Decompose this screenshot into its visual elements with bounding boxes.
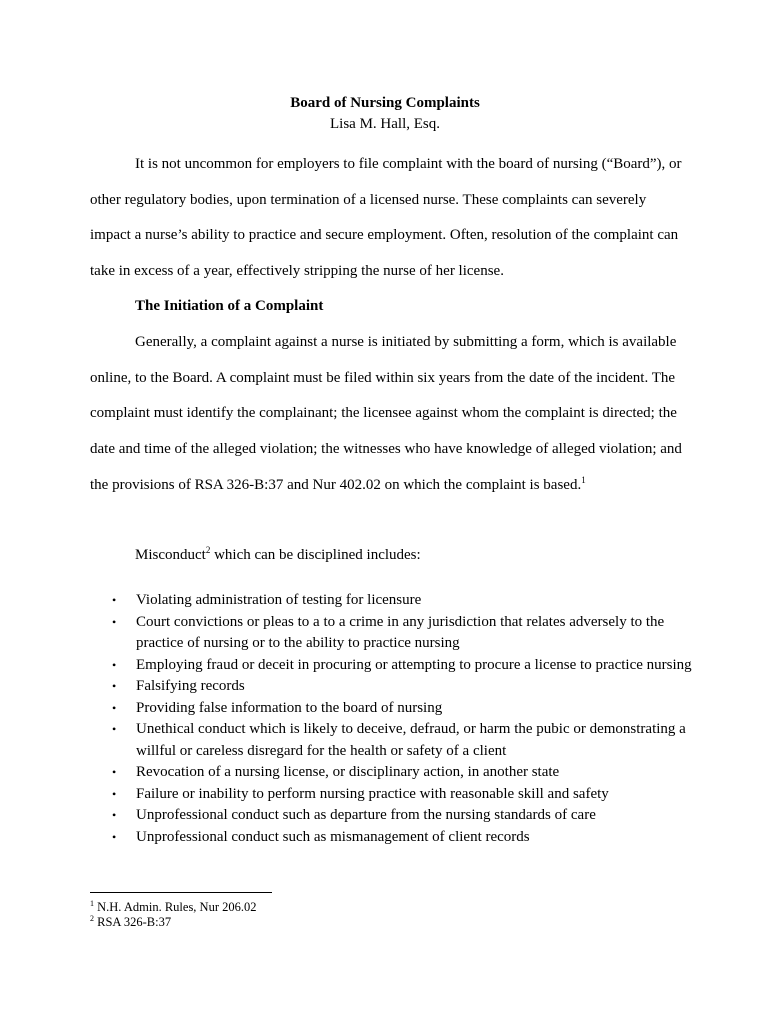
bullet-icon: • bbox=[112, 614, 117, 629]
footnotes bbox=[90, 900, 257, 930]
document-author: Lisa M. Hall, Esq. bbox=[330, 116, 440, 132]
bullet-icon: • bbox=[112, 722, 117, 736]
bullet-icon: • bbox=[112, 679, 117, 693]
footnote bbox=[90, 915, 257, 930]
footnote-text: RSA 326-B:37 bbox=[94, 915, 172, 929]
initiation-paragraph bbox=[90, 325, 690, 504]
list-item bbox=[112, 655, 697, 677]
bullet-icon: • bbox=[112, 808, 117, 822]
misconduct-list bbox=[112, 590, 697, 848]
list-item-text: Violating administration of testing for licensure bbox=[136, 592, 422, 608]
footnote bbox=[90, 900, 257, 915]
list-item bbox=[112, 719, 697, 762]
list-item-text: Revocation of a nursing license, or disciplinary action, in another state bbox=[136, 764, 560, 780]
list-item-text: Failure or inability to perform nursing practice with reasonable skill and safety bbox=[136, 785, 609, 802]
list-item bbox=[112, 676, 697, 698]
list-item-text: Falsifying records bbox=[136, 678, 245, 694]
misconduct-intro bbox=[135, 545, 421, 565]
bullet-icon: • bbox=[112, 700, 117, 715]
misconduct-rest: which can be disciplined includes: bbox=[210, 547, 421, 563]
footnote-number: 1 bbox=[90, 898, 94, 908]
list-item bbox=[112, 805, 697, 827]
bullet-icon: • bbox=[112, 593, 117, 607]
section-heading: The Initiation of a Complaint bbox=[135, 298, 324, 314]
list-item-text: Employing fraud or deceit in procuring or attempting to procure a license to practice nursing bbox=[136, 656, 692, 673]
footnote-ref-2: 2 bbox=[205, 545, 211, 555]
footnote-number: 2 bbox=[90, 913, 94, 923]
list-item bbox=[112, 612, 697, 655]
list-item bbox=[112, 698, 697, 720]
footnote-ref-1: 1 bbox=[581, 474, 586, 485]
list-item-text: Unprofessional conduct such as mismanagement of client records bbox=[136, 828, 530, 845]
footnote-text: N.H. Admin. Rules, Nur 206.02 bbox=[94, 900, 257, 914]
footnote-divider bbox=[90, 892, 272, 893]
list-item bbox=[112, 762, 697, 784]
list-item bbox=[112, 590, 697, 612]
list-item bbox=[112, 784, 697, 806]
list-item-text: Unprofessional conduct such as departure from the nursing standards of care bbox=[136, 807, 596, 823]
document-title: Board of Nursing Complaints bbox=[290, 95, 480, 111]
misconduct-word: Misconduct bbox=[135, 547, 206, 563]
initiation-paragraph-text: Generally, a complaint against a nurse is initiated by submitting a form, which is available online, to the Board. A complaint must be filed within six years from the date of the incident. The complaint must identify the complainant; the licensee against whom the complaint is directed; the date and time of the alleged violation; the witnesses who have knowledge of alleged violation; and the provisions of RSA 326-B:37 and Nur 402.02 on which the complaint is based. bbox=[90, 334, 682, 493]
bullet-icon: • bbox=[112, 786, 117, 801]
list-item-text: Providing false information to the board of nursing bbox=[136, 699, 443, 716]
list-item-text: Court convictions or pleas to a to a crime in any jurisdiction that relates adversely to the practice of nursing or to the ability to practice nursing bbox=[136, 613, 665, 651]
list-item-text: Unethical conduct which is likely to deceive, defraud, or harm the pubic or demonstrating a willful or careless disregard for the health or safety of a client bbox=[136, 721, 686, 759]
list-item bbox=[112, 827, 697, 849]
bullet-icon: • bbox=[112, 829, 117, 844]
bullet-icon: • bbox=[112, 765, 117, 779]
intro-paragraph: It is not uncommon for employers to file complaint with the board of nursing (“Board”), or other regulatory bodies, upon termination of a licensed nurse. These complaints can severely impact a nurse’s ability to practice and secure employment. Often, resolution of the complaint can take in excess of a year, effectively stripping the nurse of her license. bbox=[90, 156, 682, 280]
bullet-icon: • bbox=[112, 657, 117, 672]
